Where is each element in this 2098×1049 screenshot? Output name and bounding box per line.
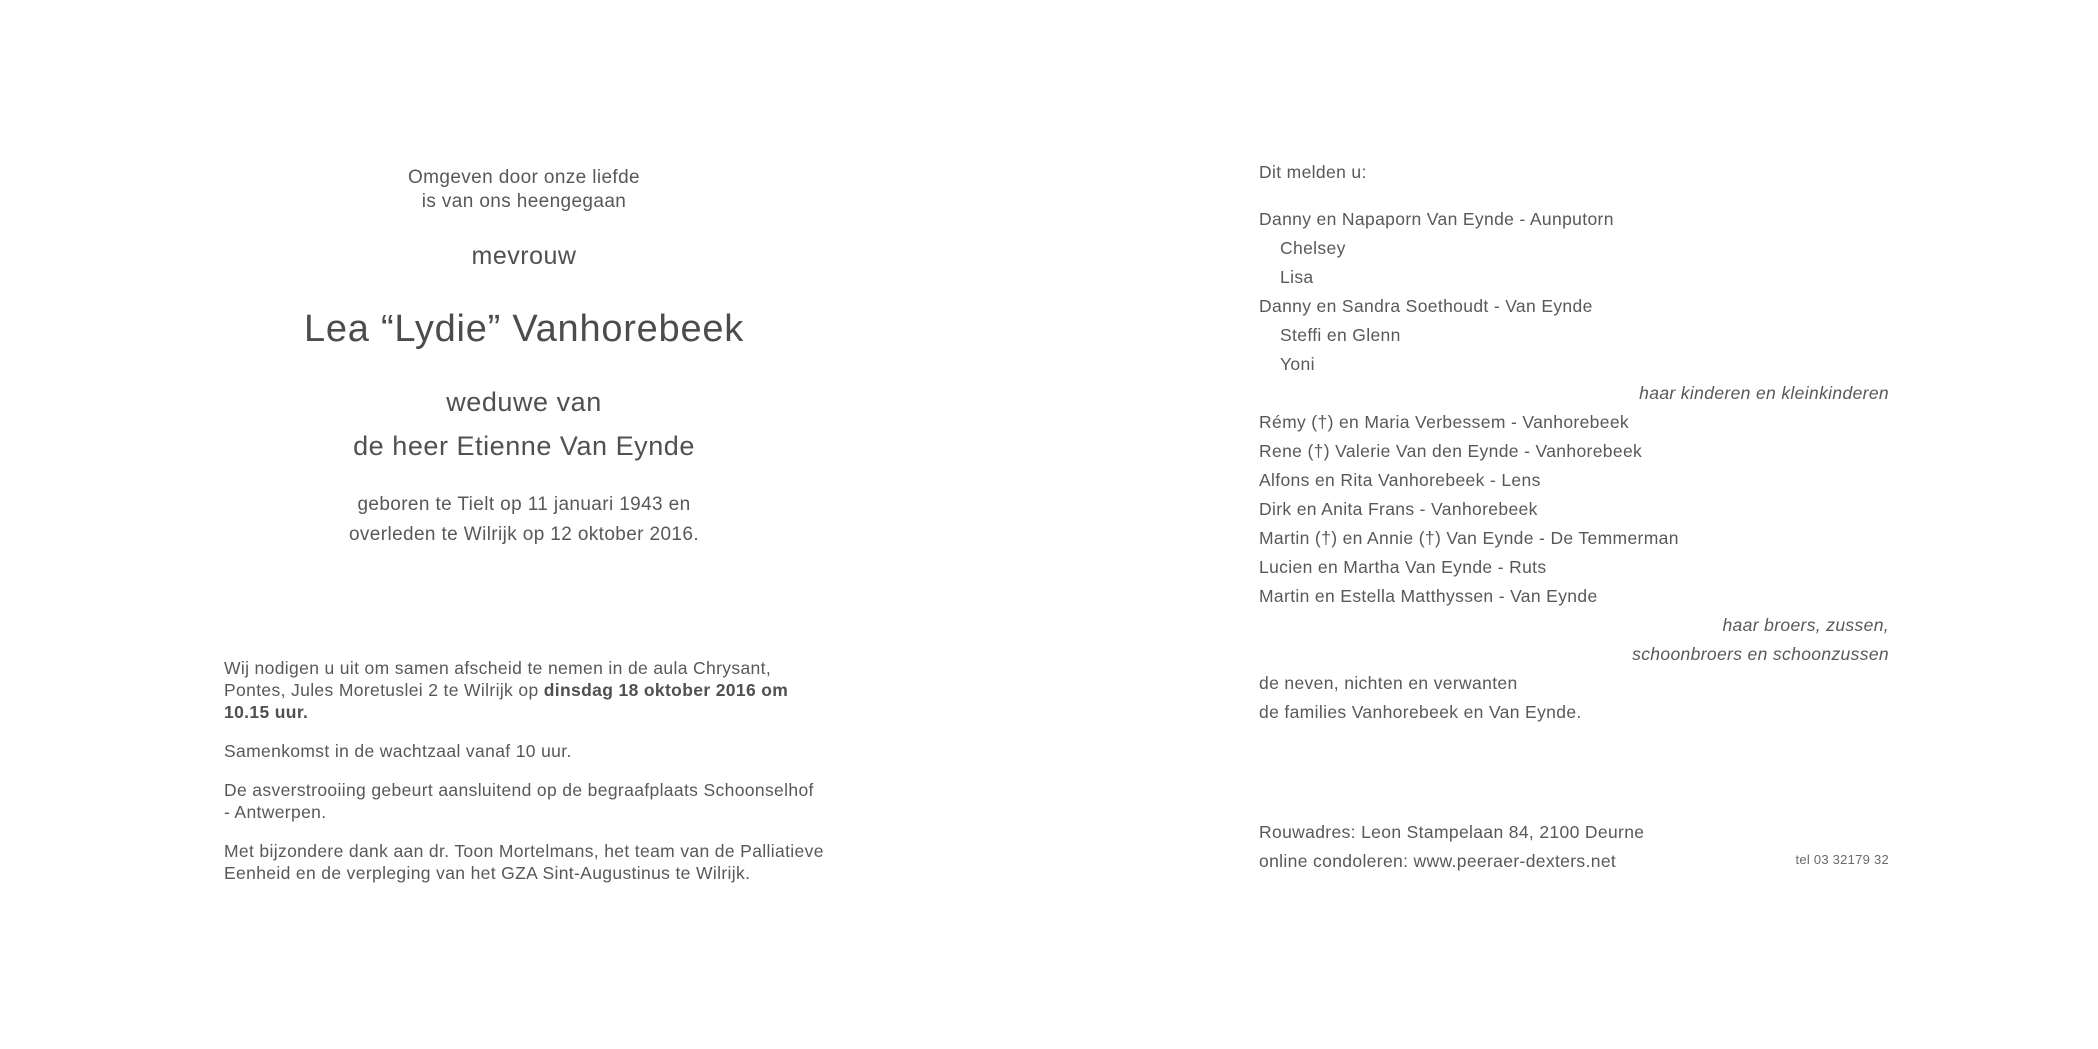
- invitation-text: Wij nodigen u uit om samen afscheid te nemen in de aula Chrysant, Pontes, Jules Moretuslei 2 te Wilrijk op: [224, 658, 772, 700]
- relation-label: schoonbroers en schoonzussen: [1632, 644, 1889, 664]
- relation-label: haar broers, zussen,: [1722, 615, 1889, 635]
- died-line: overleden te Wilrijk op 12 oktober 2016.: [348, 524, 699, 545]
- mourning-address: Rouwadres: Leon Stampelaan 84, 2100 Deurne: [1259, 822, 1645, 842]
- family-line: de families Vanhorebeek en Van Eynde.: [1259, 702, 1582, 722]
- family-line: Martin (†) en Annie (†) Van Eynde - De Temmerman: [1259, 528, 1679, 548]
- family-line: Rene (†) Valerie Van den Eynde - Vanhorebeek: [1259, 441, 1643, 461]
- relation-label: haar kinderen en kleinkinderen: [1639, 383, 1889, 403]
- family-line: Lisa: [1280, 267, 1314, 287]
- intro-text: [224, 166, 824, 214]
- phone-number: tel 03 32179 32: [1795, 852, 1889, 867]
- cremation-paragraph: De asverstrooiing gebeurt aansluitend op de begraafplaats Schoonselhof - Antwerpen.: [224, 780, 814, 822]
- condolence-url: online condoleren: www.peeraer-dexters.net: [1259, 851, 1617, 871]
- family-list: [1259, 158, 1889, 727]
- family-line: Danny en Napaporn Van Eynde - Aunputorn: [1259, 209, 1614, 229]
- family-line: Martin en Estella Matthyssen - Van Eynde: [1259, 586, 1598, 606]
- family-line: Steffi en Glenn: [1280, 325, 1401, 345]
- family-line: de neven, nichten en verwanten: [1259, 673, 1518, 693]
- widow-line-2: de heer Etienne Van Eynde: [353, 431, 695, 461]
- family-line: Dirk en Anita Frans - Vanhorebeek: [1259, 499, 1538, 519]
- widow-line-1: weduwe van: [446, 387, 602, 417]
- family-line: Rémy (†) en Maria Verbessem - Vanhorebeek: [1259, 412, 1630, 432]
- intro-line-1: Omgeven door onze liefde: [408, 167, 640, 188]
- right-page: [1049, 0, 2098, 1049]
- honorific: mevrouw: [471, 242, 577, 270]
- thanks-paragraph: Met bijzondere dank aan dr. Toon Mortelmans, het team van de Palliatieve Eenheid en de verpleging van het GZA Sint-Augustinus te Wilrijk.: [224, 841, 824, 883]
- born-line: geboren te Tielt op 11 januari 1943 en: [357, 494, 691, 515]
- family-line: Danny en Sandra Soethoudt - Van Eynde: [1259, 296, 1593, 316]
- gathering-paragraph: Samenkomst in de wachtzaal vanaf 10 uur.: [224, 741, 572, 761]
- invitation-paragraph: [224, 657, 824, 723]
- family-line: Yoni: [1280, 354, 1315, 374]
- announcement-heading: Dit melden u:: [1259, 162, 1367, 182]
- intro-line-2: is van ons heengegaan: [421, 191, 627, 212]
- family-line: Chelsey: [1280, 238, 1346, 258]
- ceremony-details: [224, 657, 824, 901]
- deceased-name: Lea “Lydie” Vanhorebeek: [304, 308, 744, 350]
- widow-of: [224, 380, 824, 468]
- birth-death-dates: [224, 490, 824, 550]
- family-line: Lucien en Martha Van Eynde - Ruts: [1259, 557, 1547, 577]
- family-line: Alfons en Rita Vanhorebeek - Lens: [1259, 470, 1541, 490]
- ceremony-datetime: dinsdag 18 oktober 2016 om 10.15 uur.: [224, 680, 789, 722]
